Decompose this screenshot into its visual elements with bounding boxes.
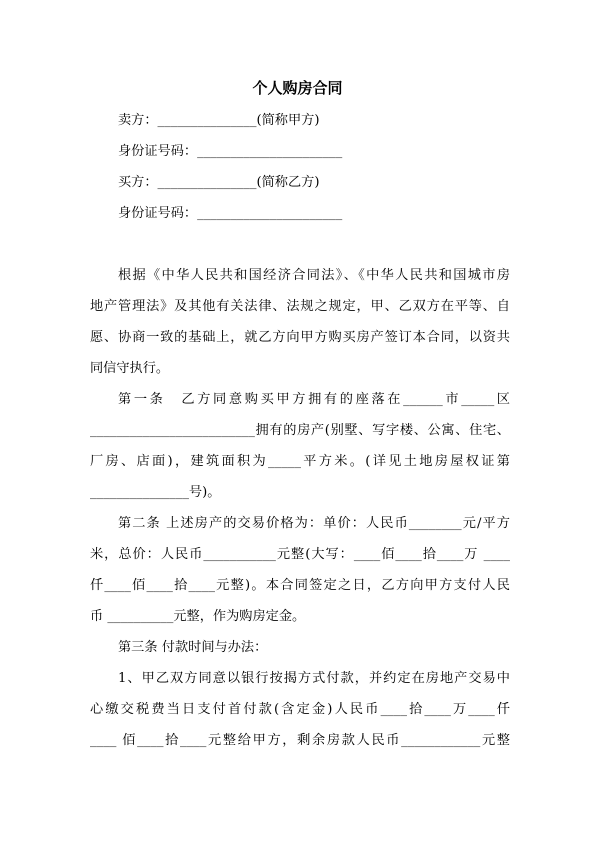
preamble-line-2: 地产管理法》及其他有关法律、法规之规定，甲、乙双方在平等、自 — [90, 299, 510, 314]
buyer-line: 买方：_______________(简称乙方) — [118, 175, 320, 190]
preamble-line-3: 愿、协商一致的基础上，就乙方向甲方购买房产签订本合同，以资共 — [90, 330, 510, 345]
article-1-line-4: _______________号)。 — [90, 485, 221, 500]
article-1-line-3: 厂房、店面)，建筑面积为_____平方米。(详见土地房屋权证第 — [90, 454, 510, 469]
preamble-line-1: 根据《中华人民共和国经济合同法》、《中华人民共和国城市房 — [118, 268, 510, 283]
seller-id-line: 身份证号码：______________________ — [118, 144, 343, 159]
preamble-line-4: 同信守执行。 — [90, 361, 170, 376]
article-3-item-1-line-2: 心缴交税费当日支付首付款(含定金)人民币____拾____万____仟 — [90, 702, 510, 717]
article-3-item-1-line-1: 1、甲乙双方同意以银行按揭方式付款，并约定在房地产交易中 — [118, 671, 510, 686]
buyer-id-line: 身份证号码：______________________ — [118, 206, 343, 221]
article-3-heading: 第三条 付款时间与办法： — [118, 640, 268, 655]
article-2-line-4: 币 __________元整，作为购房定金。 — [90, 609, 306, 624]
article-2-line-1: 第二条 上述房产的交易价格为：单价：人民币________元/平方 — [118, 516, 510, 531]
article-1-line-1: 第一条 乙方同意购买甲方拥有的座落在______市_____区 — [118, 392, 510, 407]
article-2-line-2: 米，总价：人民币___________元整(大写：____佰____拾____万 ____ — [90, 547, 510, 562]
article-1-line-2: _________________________拥有的房产(别墅、写字楼、公寓、住宅、 — [90, 423, 510, 438]
article-3-item-1-line-3: ____ 佰____拾____元整给甲方，剩余房款人民币____________元整 — [90, 733, 510, 748]
article-2-line-3: 仟____佰____拾____元整)。本合同签定之日，乙方向甲方支付人民 — [90, 578, 510, 593]
seller-line: 卖方：_______________(简称甲方) — [118, 113, 320, 128]
document-title: 个人购房合同 — [252, 79, 343, 97]
